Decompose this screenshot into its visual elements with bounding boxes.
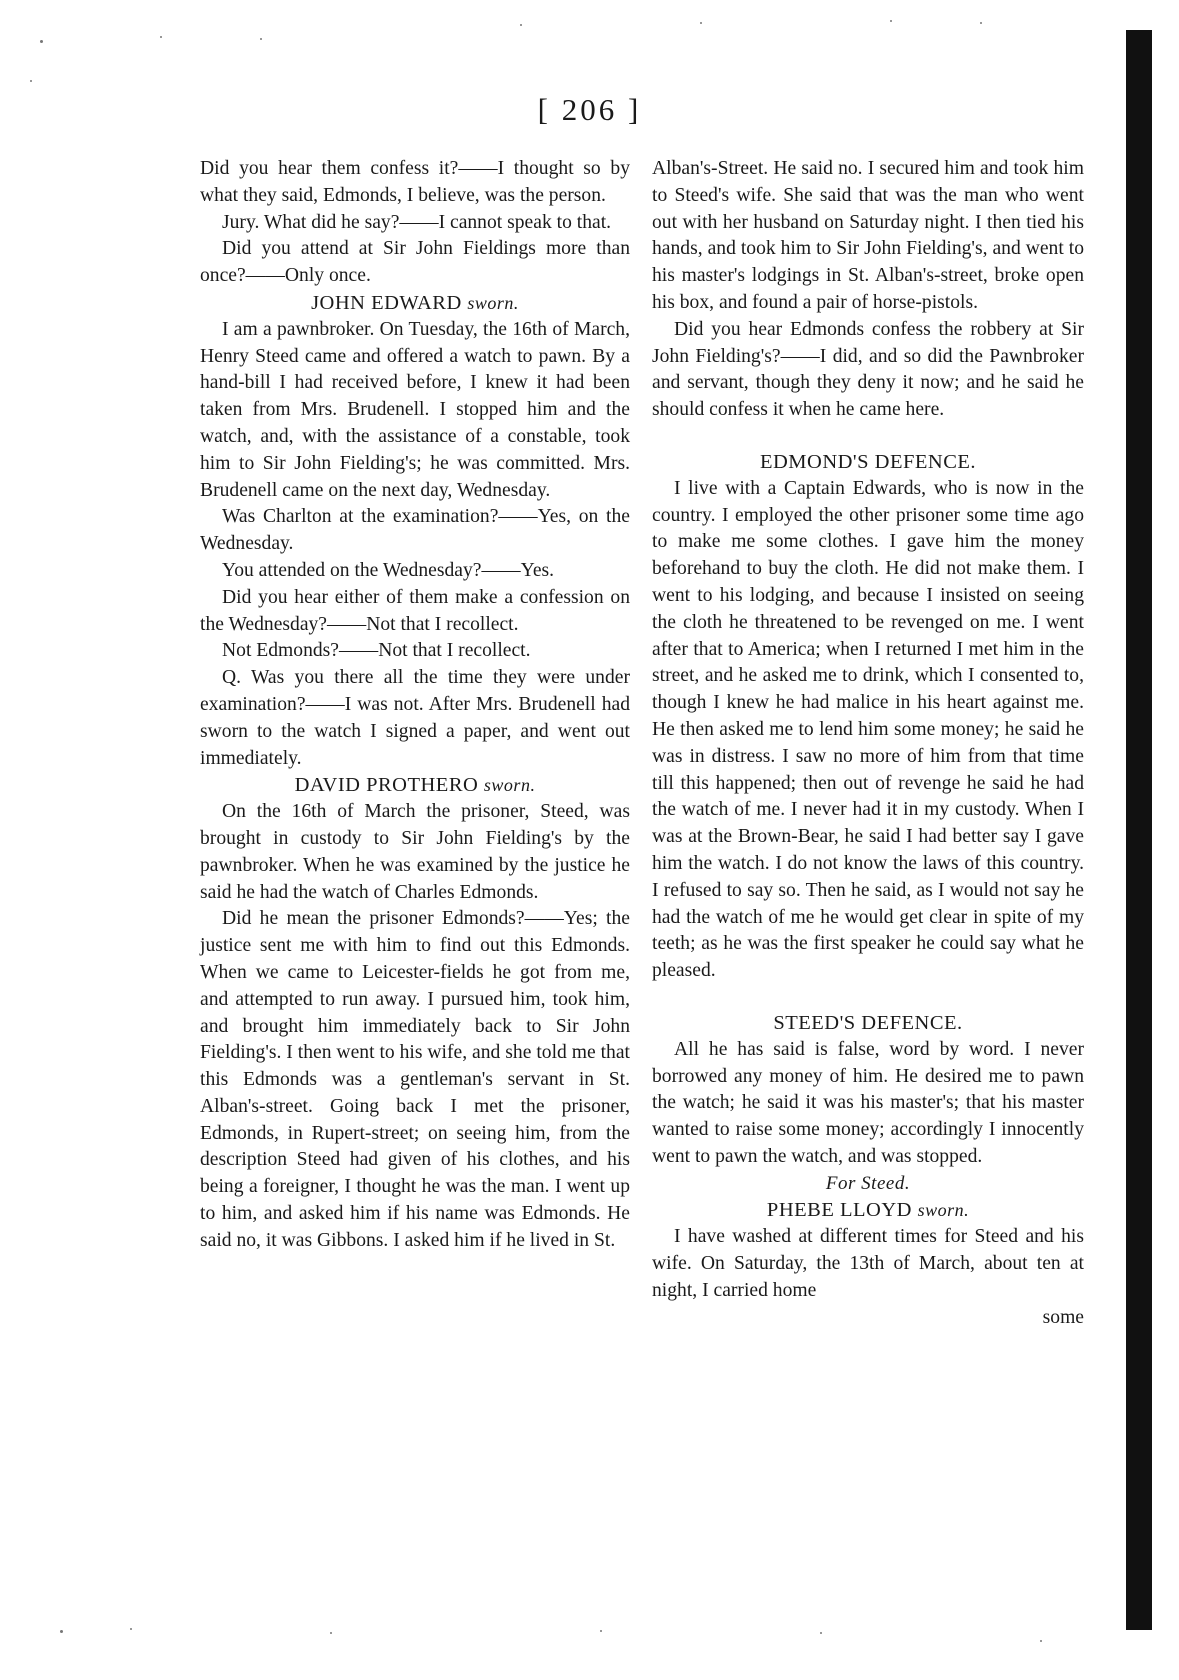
witness-heading (652, 1197, 1084, 1224)
scan-speck (130, 1628, 132, 1630)
paragraph: On the 16th of March the prisoner, Steed, was brought in custody to Sir John Fielding's by the pawnbroker. When he was examined by the justice he said he had the watch of Charles Edmonds. (200, 801, 630, 903)
scan-speck (60, 1630, 63, 1633)
scan-speck (520, 24, 522, 26)
scan-speck (30, 80, 32, 82)
defence-heading: EDMOND'S DEFENCE. (759, 450, 977, 473)
scan-speck (1040, 1640, 1042, 1642)
paragraph: Not Edmonds?——Not that I recollect. (222, 640, 531, 662)
paragraph: I live with a Captain Edwards, who is now in the country. I employed the other prisoner some time ago to make me some clothes. I gave him the money beforehand to buy the cloth. He did not make them. I went to his lodging, and because I insisted on seeing the cloth he threatened to be revenged on me. I went after that to America; when I returned I met him in the street, and he asked me to drink, which I consented to, though I knew he had malice in his heart against me. He then asked me to lend him some money; he said he was in distress. I saw no more of him from that time till this happened; then out of revenge he said he had the watch of me. I never had it in my custody. When I was at the Brown-Bear, he said I had better say I gave him the watch. I do not know the laws of this country. I refused to say so. Then he said, as I would not say he had the watch of me he would get clear in spite of my teeth; as he was the first speaker he could say what he pleased. (652, 477, 1084, 982)
paragraph: You attended on the Wednesday?——Yes. (222, 559, 555, 581)
sworn-label: sworn. (917, 1200, 970, 1221)
catchword: some (1042, 1306, 1084, 1328)
subheading: For Steed. (825, 1172, 911, 1194)
paragraph: Jury. What did he say?——I cannot speak to that. (222, 211, 612, 233)
paragraph: Did you hear them confess it?——I thought so by what they said, Edmonds, I believe, was the person. (200, 158, 630, 206)
scan-speck (160, 36, 162, 38)
page-number: [ 206 ] (537, 92, 642, 127)
scan-speck (700, 22, 702, 24)
sworn-label: sworn. (483, 775, 536, 796)
right-column (652, 156, 1084, 1331)
paragraph: Did you hear Edmonds confess the robbery at Sir John Fielding's?——I did, and so did the Pawnbroker and servant, though they deny it now; and he said he should confess it when he came here. (652, 318, 1084, 421)
witness-name: DAVID PROTHERO (294, 774, 479, 797)
paragraph: Did you hear either of them make a confession on the Wednesday?——Not that I recollect. (200, 586, 630, 635)
scan-speck (890, 20, 892, 22)
scan-edge-shadow (1126, 30, 1152, 1630)
scan-speck (980, 22, 982, 24)
paragraph: I have washed at different times for Steed and his wife. On Saturday, the 13th of March, about ten at night, I carried home (652, 1226, 1084, 1301)
paragraph: All he has said is false, word by word. I never borrowed any money of him. He desired me to pawn the watch; he said it was his master's; that his master wanted to raise some money; accordingly I innocently went to pawn the watch, and was stopped. (652, 1038, 1084, 1167)
scan-speck (600, 1630, 602, 1632)
witness-name: JOHN EDWARD (311, 291, 462, 314)
paragraph: Alban's-Street. He said no. I secured him and took him to Steed's wife. She said that was the man who went out with her husband on Saturday night. I then tied his hands, and took him to Sir John Fielding's, and went to his master's lodgings in St. Alban's-street, broke open his box, and found a pair of horse-pistols. (652, 158, 1084, 313)
scan-speck (260, 38, 262, 40)
witness-name: PHEBE LLOYD (766, 1199, 912, 1222)
paragraph: I am a pawnbroker. On Tuesday, the 16th of March, Henry Steed came and offered a watch to pawn. By a hand-bill I had received before, I knew it had been taken from Mrs. Brudenell. I stopped him and the watch, and, with the assistance of a constable, took him to Sir John Fielding's; he was committed. Mrs. Brudenell came on the next day, Wednesday. (200, 318, 630, 501)
scan-speck (330, 1632, 332, 1634)
paragraph: Was Charlton at the examination?——Yes, on the Wednesday. (200, 506, 630, 555)
left-column (200, 156, 630, 1255)
paragraph: Did you attend at Sir John Fieldings more than once?——Only once. (200, 238, 630, 287)
paragraph: Did he mean the prisoner Edmonds?——Yes; the justice sent me with him to find out this Edmonds. When we came to Leicester-fields he got from me, and attempted to run away. I pursued him, took him, and brought him immediately back to Sir John Fielding's. I then went to his wife, and she told me that this Edmonds was a gentleman's servant in St. Alban's-street. Going back I met the prisoner, Edmonds, in Rupert-street; on seeing him, from the description Steed had given of his clothes, and his being a foreigner, I thought he was the man. I went up to him, and asked him if his name was Edmonds. He said no, it was Gibbons. I asked him if he lived in St. (200, 908, 630, 1251)
scan-speck (40, 40, 43, 43)
witness-heading (200, 772, 630, 799)
scan-speck (820, 1632, 822, 1634)
paragraph: Q. Was you there all the time they were under examination?——I was not. After Mrs. Brudenell had sworn to the watch I signed a paper, and went out immediately. (200, 667, 630, 769)
sworn-label: sworn. (467, 292, 519, 313)
witness-heading (200, 290, 630, 317)
defence-heading: STEED'S DEFENCE. (773, 1011, 963, 1034)
